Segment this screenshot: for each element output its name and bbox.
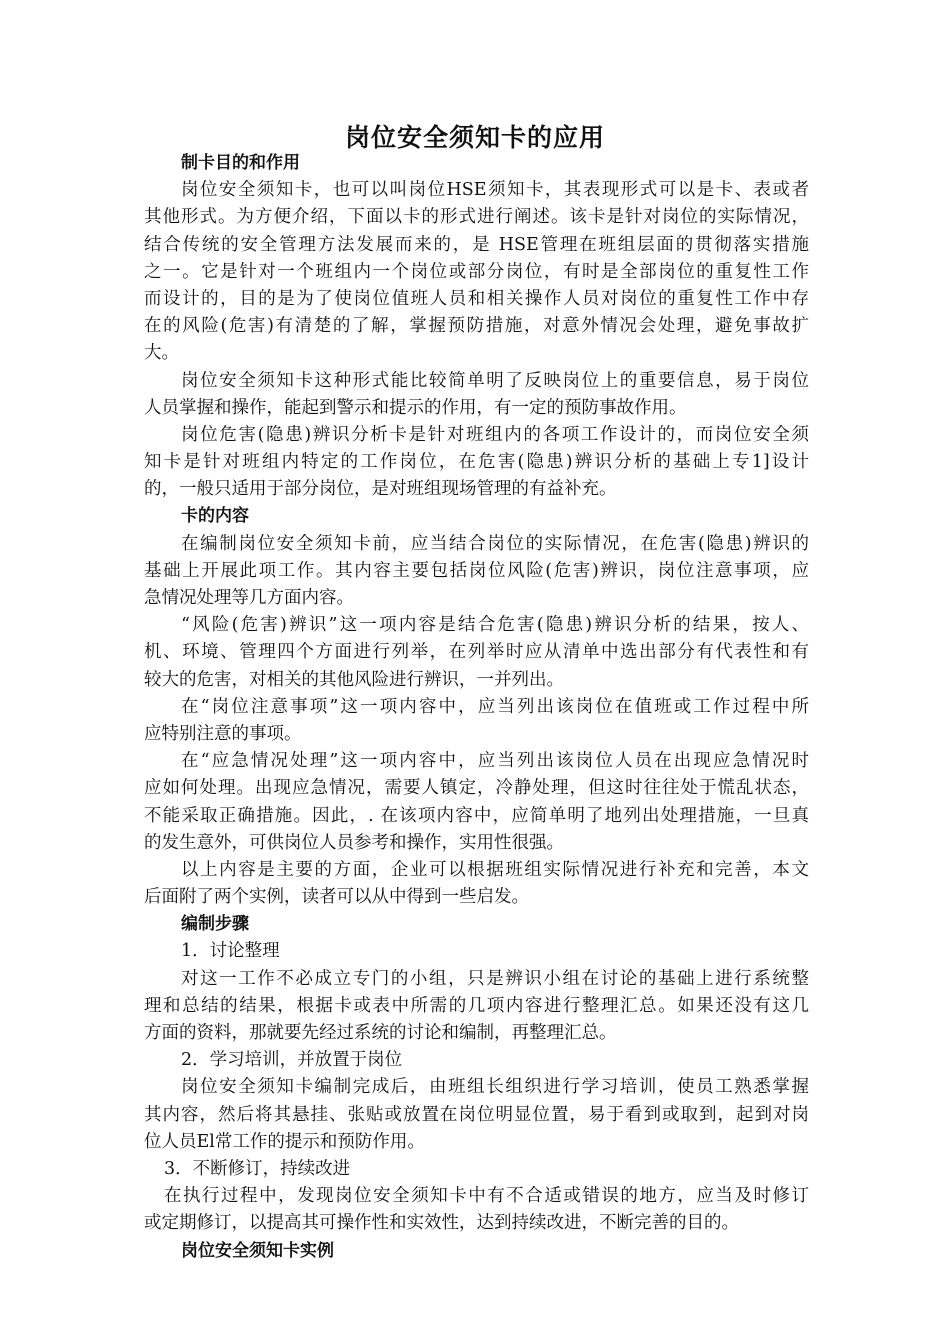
paragraph-line: 在“应急情况处理”这一项内容中，应当列出该岗位人员在出现应急情况时 [181,751,809,772]
paragraph-line: 1．讨论整理 [181,941,280,962]
paragraph-line: 在编制岗位安全须知卡前，应当结合岗位的实际情况，在危害(隐患)辨识的 [181,533,809,554]
paragraph-line: 知卡是针对班组内特定的工作岗位，在危害(隐患)辨识分析的基础上专1]设计 [144,452,809,473]
paragraph-line: 岗位安全须知卡编制完成后，由班组长组织进行学习培训，使员工熟悉掌握 [181,1077,809,1098]
document-body [144,150,809,1265]
paragraph-line: 结合传统的安全管理方法发展而来的，是 HSE管理在班组层面的贯彻落实措施 [144,234,809,255]
paragraph-line: 应如何处理。出现应急情况，需要人镇定，冷静处理，但这时往往处于慌乱状态， [144,778,809,799]
paragraph-line: 或定期修订，以提高其可操作性和实效性，达到持续改进，不断完善的目的。 [144,1213,739,1234]
paragraph-line: 基础上开展此项工作。其内容主要包括岗位风险(危害)辨识，岗位注意事项，应 [144,560,809,581]
paragraph-line: 不能采取正确措施。因此，. 在该项内容中，应简单明了地列出处理措施，一旦真 [144,805,809,826]
paragraph-line: 对这一工作不必成立专门的小组，只是辨识小组在讨论的基础上进行系统整 [181,968,809,989]
paragraph-line: 在执行过程中，发现岗位安全须知卡中有不合适或错误的地方，应当及时修订 [164,1186,809,1207]
paragraph-line: 大。 [144,343,179,364]
paragraph-line: 2．学习培训，并放置于岗位 [181,1050,403,1071]
paragraph-line: 方面的资料，那就要先经过系统的讨论和编制，再整理汇总。 [144,1023,617,1043]
paragraph-line: 较大的危害，对相关的其他风险进行辨识，一并列出。 [144,669,564,690]
section-heading: 卡的内容 [181,506,249,527]
paragraph-line: 在的风险(危害)有清楚的了解，掌握预防措施，对意外情况会处理，避免事故扩 [144,316,809,337]
section-heading: 编制步骤 [181,914,249,935]
paragraph-line: 3．不断修订，持续改进 [164,1158,351,1179]
paragraph-line: 其内容，然后将其悬挂、张贴或放置在岗位明显位置，易于看到或取到，起到对岗 [144,1104,809,1125]
paragraph-line: 的发生意外，可供岗位人员参考和操作，实用性很强。 [144,832,564,853]
paragraph-line: 后面附了两个实例，读者可以从中得到一些启发。 [144,887,529,908]
paragraph-line: 以上内容是主要的方面，企业可以根据班组实际情况进行补充和完善，本文 [181,859,809,880]
document-title: 岗位安全须知卡的应用 [344,123,605,152]
paragraph-line: 岗位安全须知卡这种形式能比较简单明了反映岗位上的重要信息，易于岗位 [181,370,809,391]
paragraph-line: 岗位安全须知卡，也可以叫岗位HSE须知卡，其表现形式可以是卡、表或者 [181,180,809,201]
paragraph-line: 其他形式。为方便介绍，下面以卡的形式进行阐述。该卡是针对岗位的实际情况， [144,207,809,228]
paragraph-line: 应特别注意的事项。 [144,723,302,744]
paragraph-line: 的，一般只适用于部分岗位，是对班组现场管理的有益补充。 [144,479,617,500]
paragraph-line: 急情况处理等几方面内容。 [144,588,354,608]
paragraph-line: 而设计的，目的是为了使岗位值班人员和相关操作人员对岗位的重复性工作中存 [144,288,809,309]
section-heading: 制卡目的和作用 [181,153,300,173]
paragraph-line: 岗位危害(隐患)辨识分析卡是针对班组内的各项工作设计的，而岗位安全须 [181,424,809,445]
paragraph-line: 机、环境、管理四个方面进行列举，在列举时应从清单中选出部分有代表性和有 [144,642,809,663]
section-heading: 岗位安全须知卡实例 [181,1240,334,1261]
paragraph-line: “风险(危害)辨识”这一项内容是结合危害(隐患)辨识分析的结果，按人、 [181,615,809,636]
paragraph-line: 位人员El常工作的提示和预防作用。 [144,1131,425,1152]
paragraph-line: 理和总结的结果，根据卡或表中所需的几项内容进行整理汇总。如果还没有这几 [144,995,809,1016]
paragraph-line: 在“岗位注意事项”这一项内容中，应当列出该岗位在值班或工作过程中所 [181,696,809,717]
paragraph-line: 之一。它是针对一个班组内一个岗位或部分岗位，有时是全部岗位的重复性工作 [144,261,809,282]
paragraph-line: 人员掌握和操作，能起到警示和提示的作用，有一定的预防事故作用。 [144,397,687,418]
